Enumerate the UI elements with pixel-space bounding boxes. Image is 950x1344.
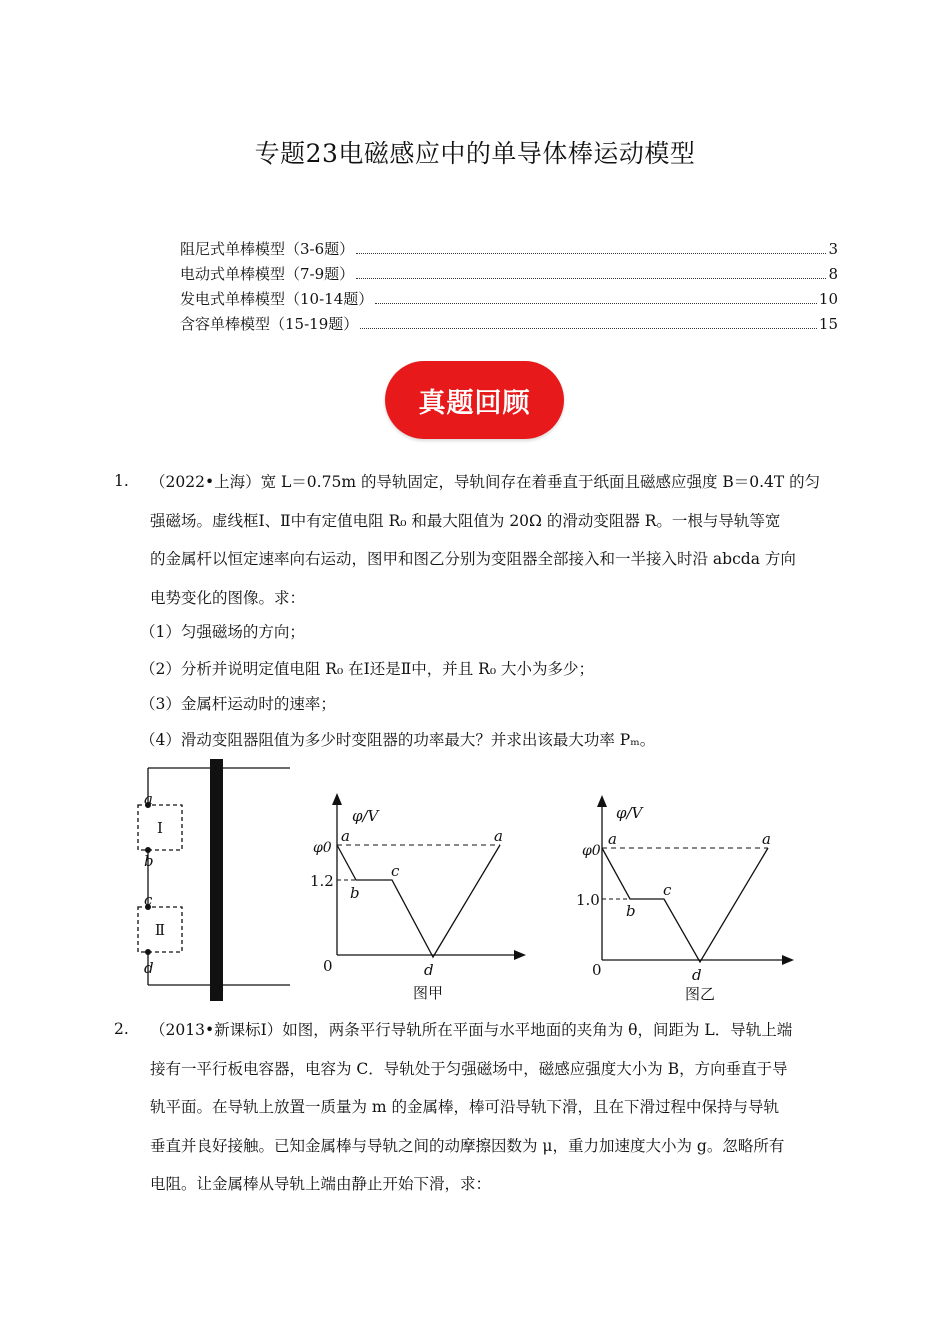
toc-leader <box>360 328 817 329</box>
question-text <box>150 1011 840 1204</box>
box-label: Ⅰ <box>157 819 163 837</box>
question-1-figure <box>130 755 810 1009</box>
point-label: d <box>424 961 434 979</box>
chart-yi <box>576 795 794 1003</box>
toc-entry-page: 10 <box>818 290 838 308</box>
question-line: 垂直并良好接触。已知金属棒与导轨之间的动摩擦因数为 μ，重力加速度大小为 g。忽略所有 <box>150 1136 785 1155</box>
toc-entry-label: 含容单棒模型（15-19题） <box>180 315 359 333</box>
chart-caption: 图乙 <box>684 985 716 1003</box>
toc-entry[interactable] <box>180 238 838 263</box>
sub-question: （3）金属杆运动时的速率； <box>140 695 336 713</box>
point-label: b <box>350 884 360 902</box>
toc-entry[interactable] <box>180 313 838 338</box>
toc-entry-page: 15 <box>818 315 838 333</box>
toc-entry[interactable] <box>180 263 838 288</box>
point-label: a <box>494 827 503 845</box>
box-label: Ⅱ <box>154 921 166 939</box>
phi0-label: φ0 <box>582 843 601 859</box>
y-axis-label: φ/V <box>616 804 643 822</box>
toc-entry[interactable] <box>180 288 838 313</box>
x-axis-arrow <box>514 950 526 960</box>
potential-curve <box>337 845 500 957</box>
toc-entry-label: 发电式单棒模型（10-14题） <box>180 290 374 308</box>
figure-svg <box>130 755 810 1005</box>
toc-leader <box>375 303 817 304</box>
chart-jia <box>310 793 526 1002</box>
point-label: c <box>663 881 672 899</box>
node-label: a <box>144 790 153 808</box>
point-label: a <box>762 830 771 848</box>
y-axis-arrow <box>597 795 607 807</box>
question-line: 的金属杆以恒定速率向右运动，图甲和图乙分别为变阻器全部接入和一半接入时沿 abcda 方向 <box>150 550 796 568</box>
section-badge: 真题回顾 <box>385 361 564 439</box>
question-line: 电阻。让金属棒从导轨上端由静止开始下滑，求： <box>150 1175 492 1193</box>
toc-leader <box>356 253 826 254</box>
question-line: 强磁场。虚线框Ⅰ、Ⅱ中有定值电阻 R₀ 和最大阻值为 20Ω 的滑动变阻器 R。一根与导轨等宽 <box>150 511 781 530</box>
origin-label: 0 <box>323 957 333 975</box>
page-title: 专题23电磁感应中的单导体棒运动模型 <box>254 139 696 168</box>
y-axis-arrow <box>332 793 342 805</box>
point-label: b <box>626 902 636 920</box>
node-label: c <box>144 891 153 909</box>
origin-label: 0 <box>592 961 602 979</box>
question-line: （2013•新课标Ⅰ）如图，两条平行导轨所在平面与水平地面的夹角为 θ，间距为 L．导轨上端 <box>150 1021 793 1039</box>
tick-label: 1.2 <box>310 872 334 890</box>
point-label: d <box>692 966 702 984</box>
sub-question: （1）匀强磁场的方向； <box>140 623 305 641</box>
question-line: 轨平面。在导轨上放置一质量为 m 的金属棒，棒可沿导轨下滑，且在下滑过程中保持与导轨 <box>150 1098 780 1116</box>
question-line: 接有一平行板电容器，电容为 C．导轨处于匀强磁场中，磁感应强度大小为 B，方向垂直于导 <box>150 1059 788 1078</box>
chart-caption: 图甲 <box>412 984 444 1002</box>
toc-entry-page: 8 <box>828 265 838 283</box>
point-label: a <box>341 827 350 845</box>
node-label: b <box>144 852 154 870</box>
question-number: 2. <box>114 1020 129 1038</box>
question-number: 1. <box>114 472 129 490</box>
node-dot <box>145 949 151 955</box>
sub-question: （2）分析并说明定值电阻 R₀ 在Ⅰ还是Ⅱ中，并且 R₀ 大小为多少； <box>140 660 594 678</box>
toc-entry-label: 电动式单棒模型（7-9题） <box>180 265 355 283</box>
node-label: d <box>144 959 154 977</box>
question-line: 电势变化的图像。求： <box>150 588 306 607</box>
x-axis-arrow <box>782 955 794 965</box>
question-text <box>150 463 840 617</box>
question-line: （2022•上海）宽 L＝0.75m 的导轨固定，导轨间存在着垂直于纸面且磁感应强度 B＝0.4T 的匀 <box>150 473 821 491</box>
sub-question: （4）滑动变阻器阻值为多少时变阻器的功率最大？并求出该最大功率 Pₘ。 <box>140 731 656 749</box>
toc-leader <box>356 278 826 279</box>
metal-rod <box>210 759 223 1001</box>
toc-entry-label: 阻尼式单棒模型（3-6题） <box>180 240 355 258</box>
point-label: a <box>608 830 617 848</box>
tick-label: 1.0 <box>576 891 600 909</box>
point-label: c <box>391 862 400 880</box>
y-axis-label: φ/V <box>352 807 379 825</box>
phi0-label: φ0 <box>313 840 332 856</box>
table-of-contents <box>180 238 838 338</box>
toc-entry-page: 3 <box>828 240 838 258</box>
